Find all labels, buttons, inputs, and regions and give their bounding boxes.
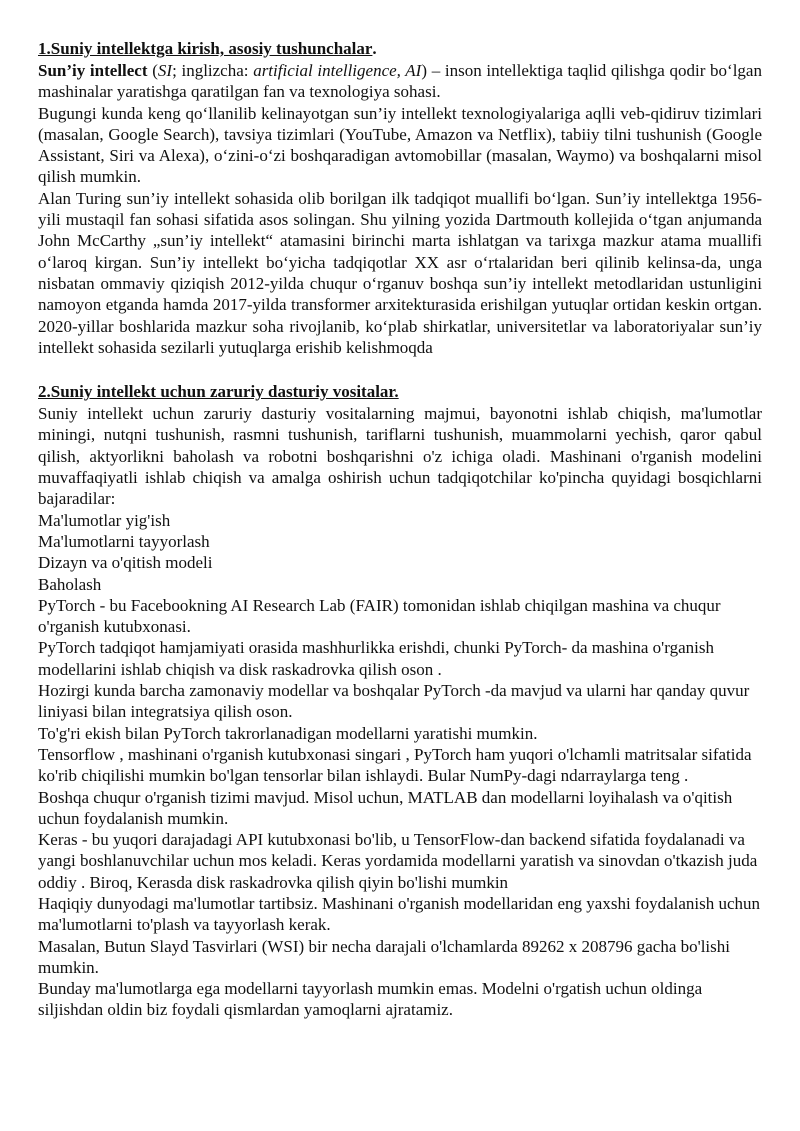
- frameworks-text: [38, 595, 762, 1021]
- keras-paragraph: Keras - bu yuqori darajadagi API kutubxonasi bo'lib, u TensorFlow-dan backend sifatida foydalanadi va yangi boshlanuvchilar uchun mos keladi. Keras yordamida modellarni yaratish va sinovdan o'tkazish juda oddiy . Biroq, Kerasda disk raskadrovka qilish qiyin bo'lishi mumkin: [38, 830, 758, 892]
- wsi-paragraph: Masalan, Butun Slayd Tasvirlari (WSI) bir necha darajali o'lchamlarda 89262 x 208796 gacha bo'lishi mumkin.: [38, 936, 730, 977]
- pytorch-popularity-paragraph: PyTorch tadqiqot hamjamiyati orasida mashhurlikka erishdi, chunki PyTorch- da mashina o'rganish modellarini ishlab chiqish va disk raskadrovka qilish oson .: [38, 638, 714, 679]
- definition-sep: ; inglizcha:: [172, 61, 254, 80]
- list-item: Ma'lumotlarni tayyorlash: [38, 531, 210, 551]
- section-1-heading-text: 1.Suniy intellektga kirish, asosiy tushunchalar: [38, 39, 373, 58]
- definition-rest: ) – inson intellektiga taqlid qilishga qodir bo‘lgan mashinalar yaratishga qaratilgan fan va texnologiya sohasi.: [38, 61, 762, 102]
- patches-paragraph: Bunday ma'lumotlarga ega modellarni tayyorlash mumkin emas. Modelni o'rgatish uchun oldinga siljishdan oldin biz foydali qismlardan yamoqlarni ajratamiz.: [38, 979, 703, 1020]
- definition-term: Sun’iy intellect: [38, 61, 148, 80]
- real-world-data-paragraph: Haqiqiy dunyodagi ma'lumotlar tartibsiz. Mashinani o'rganish modellaridan eng yaxshi foydalanish uchun ma'lumotlarni to'plash va tayyorlash kerak.: [38, 893, 761, 935]
- definition-english: artificial intelligence, AI: [253, 61, 422, 80]
- list-item: Ma'lumotlar yig'ish: [38, 510, 171, 530]
- list-item: Baholash: [38, 574, 102, 594]
- pytorch-models-paragraph: Hozirgi kunda barcha zamonaviy modellar va boshqalar PyTorch -da mavjud va ularni har qanday quvur liniyasi bilan integratsiya qilish oson.: [38, 681, 750, 722]
- section-1-heading-dot: .: [372, 39, 377, 58]
- section-1-heading: [38, 38, 762, 60]
- matlab-paragraph: Boshqa chuqur o'rganish tizimi mavjud. Misol uchun, MATLAB dan modellarni loyihalash va o'qitish uchun foydalanish mumkin.: [38, 787, 733, 828]
- section-2-heading: 2.Suniy intellekt uchun zaruriy dasturiy vositalar.: [38, 382, 399, 402]
- history-paragraph: Alan Turing sun’iy intellekt sohasida olib borilgan ilk tadqiqot muallifi bo‘lgan. Sun’iy intellektga 1956-yili mustaqil fan sohasi sifatida asos solingan. Shu yilning yozida Dartmouth kollejida o‘tgan anjumanda John McCarthy „sun’iy intellekt“ atamasini birinchi marta ishlatgan va tarixga mazkur atama muallifi o‘laroq kirgan. Sun’iy intellekt bo‘yicha tadqiqotlar XX asr o‘rtalaridan beri qilinib kelinsa-da, unga nisbatan ommaviy qiziqish 2012-yilda chuqur o‘rganuv boshqa sun’iy intellekt metodlaridan ustunligini namoyon etganda hamda 2017-yilda transformer arxitekturasida erishilgan yutuqlar ortidan keskin ortgan. 2020-yillar boshlarida mazkur soha rivojlanib, ko‘plab shirkatlar, universitetlar va laboratoriyalar sun’iy intellekt sohasida sezilarli yutuqlarga erishib kelishmoqda: [38, 188, 762, 357]
- definition-abbr: SI: [157, 61, 173, 80]
- definition-paragraph: [38, 60, 762, 103]
- pytorch-paragraph: PyTorch - bu Facebookning AI Research Lab (FAIR) tomonidan ishlab chiqilgan mashina va chuqur o'rganish kutubxonasi.: [38, 595, 721, 637]
- list-item: Dizayn va o'qitish modeli: [38, 553, 213, 573]
- applications-paragraph: Bugungi kunda keng qo‘llanilib kelinayotgan sun’iy intellekt texnologiyalariga aqlli veb-qidiruv tizimlari (masalan, Google Search), tavsiya tizimlari (YouTube, Amazon va Netflix), tabiiy tilni tushunish (Google Assistant, Siri va Alexa), o‘zini-o‘zi boshqaradigan avtomobillar (masalan, Waymo) va boshqalarni misol qilish mumkin.: [38, 103, 762, 187]
- section-2: [38, 381, 762, 1021]
- section-1: [38, 38, 762, 358]
- tensorflow-paragraph: Tensorflow , mashinani o'rganish kutubxonasi singari , PyTorch ham yuqori o'lchamli matritsalar sifatida ko'rib chiqilishi mumkin bo'lgan tensorlar bilan ishlaydi. Bular NumPy-dagi ndarraylarga teng .: [38, 744, 752, 786]
- pytorch-seed-paragraph: To'g'ri ekish bilan PyTorch takrorlanadigan modellarni yaratishi mumkin.: [38, 723, 538, 743]
- tools-intro-paragraph: Suniy intellekt uchun zaruriy dasturiy vositalarning majmui, bayonotni ishlab chiqish, ma'lumotlar miningi, nutqni tushunish, rasmni tushunish, tariflarni tushunish, muammolarni yechish, qaror qabul qilish, aktyorlikni baholash va robotni boshqarishni o'z ichiga oladi. Mashinani o'rganish modelini muvaffaqiyatli ishlab chiqish va amalga oshirish uchun tadqiqotchilar ko'pincha quyidagi bosqichlarni bajaradilar:: [38, 404, 762, 509]
- definition-paren: (: [147, 61, 158, 80]
- section-gap: [38, 358, 762, 379]
- steps-list: [38, 510, 762, 595]
